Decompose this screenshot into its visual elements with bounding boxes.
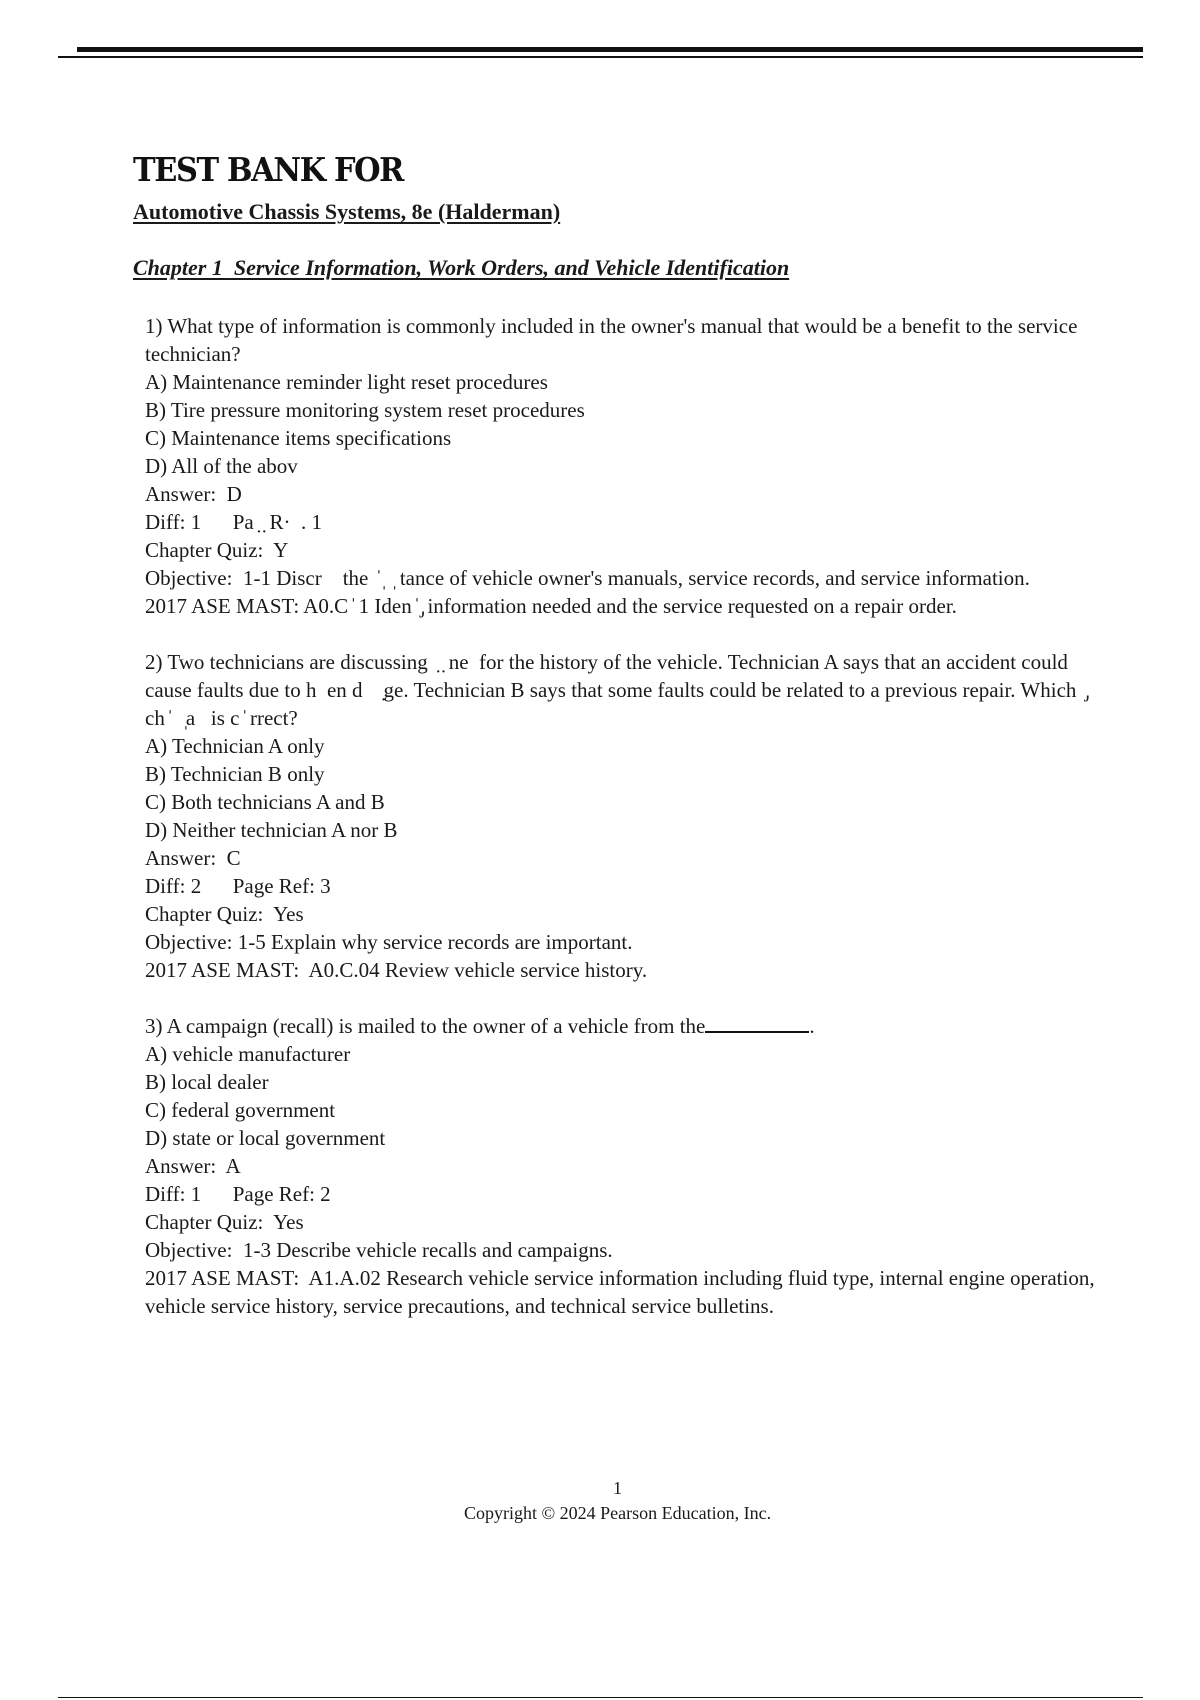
option-b: B) Technician B only	[145, 762, 325, 786]
objective: Objective: 1-3 Describe vehicle recalls and campaigns.	[145, 1238, 613, 1262]
page-number: 1	[613, 1478, 622, 1498]
chapter-quiz: Chapter Quiz: Y	[145, 538, 289, 562]
option-d: D) Neither technician A nor B	[145, 818, 398, 842]
option-b: B) Tire pressure monitoring system reset procedures	[145, 398, 585, 422]
chapter-quiz: Chapter Quiz: Yes	[145, 1210, 304, 1234]
bottom-rule	[58, 1697, 1143, 1698]
question-stem-end: .	[809, 1014, 815, 1038]
question-2	[145, 648, 1105, 984]
option-a: A) Maintenance reminder light reset procedures	[145, 370, 548, 394]
answer: Answer: A	[145, 1154, 241, 1178]
option-c: C) federal government	[145, 1098, 336, 1122]
difficulty-page-ref: Diff: 1 Pa ̣ ̣ R· . 1	[145, 510, 322, 534]
top-rule-thin	[58, 56, 1143, 58]
question-1	[145, 312, 1105, 620]
question-stem: 2) Two technicians are discussing ̣ ̣ ne for the history of the vehicle. Technician A says that an accident could cause faults due to h en d ̣ge. Technician B says that some faults could be related to a previous repair. Which ̡ ch ̍ ̩a is c ̍ rrect?	[145, 650, 1093, 730]
objective: Objective: 1-5 Explain why service records are important.	[145, 930, 633, 954]
book-title: Automotive Chassis Systems, 8e (Halderman)	[133, 199, 561, 224]
option-d: D) state or local government	[145, 1126, 386, 1150]
chapter-quiz: Chapter Quiz: Yes	[145, 902, 304, 926]
option-c: C) Both technicians A and B	[145, 790, 385, 814]
question-stem: 3) A campaign (recall) is mailed to the owner of a vehicle from the	[145, 1014, 706, 1038]
difficulty-page-ref: Diff: 2 Page Ref: 3	[145, 874, 331, 898]
question-stem-line	[145, 1012, 1105, 1040]
copyright-notice: Copyright © 2024 Pearson Education, Inc.	[463, 1503, 772, 1523]
option-d: D) All of the abov	[145, 454, 298, 478]
top-rule-thick	[77, 47, 1143, 52]
ase-standard: 2017 ASE MAST: A1.A.02 Research vehicle service information including fluid type, internal engine operation, vehicle service history, service precautions, and technical service bulletins.	[145, 1266, 1100, 1318]
question-stem: 1) What type of information is commonly included in the owner's manual that would be a benefit to the service technician?	[145, 314, 1083, 366]
page-footer	[0, 1476, 1200, 1526]
option-a: A) vehicle manufacturer	[145, 1042, 351, 1066]
page-heading: TEST BANK FOR	[133, 150, 404, 189]
ase-standard: 2017 ASE MAST: A0.C.04 Review vehicle service history.	[145, 958, 648, 982]
chapter-title: Chapter 1 Service Information, Work Orders, and Vehicle Identification	[133, 255, 790, 280]
question-list	[145, 312, 1105, 1348]
fill-in-blank	[705, 1013, 809, 1033]
option-b: B) local dealer	[145, 1070, 269, 1094]
answer: Answer: C	[145, 846, 241, 870]
objective: Objective: 1-1 Discr the ̍ ̩ ̩ tance of vehicle owner's manuals, service records, and service information.	[145, 566, 1030, 590]
question-3	[145, 1012, 1105, 1320]
ase-standard: 2017 ASE MAST: A0.C ̍ 1 Iden ̍ ̡ information needed and the service requested on a repair order.	[145, 594, 957, 618]
option-c: C) Maintenance items specifications	[145, 426, 452, 450]
option-a: A) Technician A only	[145, 734, 325, 758]
difficulty-page-ref: Diff: 1 Page Ref: 2	[145, 1182, 331, 1206]
answer: Answer: D	[145, 482, 242, 506]
